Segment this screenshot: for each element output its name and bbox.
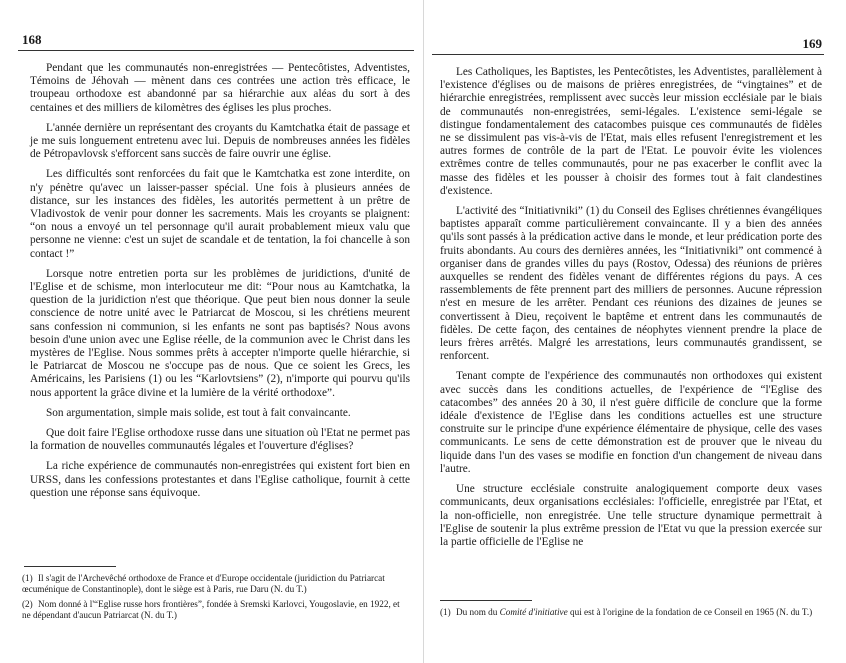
footnote-rule (24, 566, 116, 567)
footnote-text: Du nom du (456, 607, 500, 617)
page-number: 169 (802, 36, 822, 51)
footnote-text: qui est à l'origine de la fondation de ce Conseil en 1965 (N. du T.) (567, 607, 813, 617)
paragraph: L'année dernière un représentant des croyants du Kamtchatka était de passage et je me suis longuement entretenu avec lui. Depuis de nombreuses années les fidèles de Pétropavlovsk s'efforcent sans succès de faire ouvrir une église. (30, 121, 410, 161)
footnotes (440, 607, 824, 622)
footnote (22, 573, 408, 595)
footnotes (22, 573, 408, 625)
footnote-ref: (2) (22, 599, 33, 609)
paragraph: Les difficultés sont renforcées du fait que le Kamtchatka est zone interdite, on n'y pénètre qu'avec un laisser-passer spécial. Une fois à plusieurs années de distance, sur les instances des fidèles, les autorités permettent à un prêtre de Vladivostok de venir pour donner les sacrements. Mais les croyants se plaignent: “on nous a envoyé un tel personnage qu'il aurait probablement mieux valu que personne ne vienne: c'est un sujet de scandale et de tentation, la foi chancelle à son contact !” (30, 168, 410, 260)
paragraph: Les Catholiques, les Baptistes, les Pentecôtistes, les Adventistes, parallèlement à l'existence d'églises ou de maisons de prières enregistrées, de “vingtaines” et de hiérarchie enregistrées, remplissent avec succès leur mission ecclésiale par le biais de communautés non-enregistrées, semi-légales. L'existence semi-légale se distingue fondamentalement des catacombes puisque ces communautés de fidèles ne se dissimulent pas vis-à-vis de l'Etat, mais elles refusent l'enregistrement et les autres formes de contrôle de la part de l'Etat. Le pouvoir évite les violences extrêmes contre de telles communautés, pour ne pas exacerber le conflit avec la masse des fidèles et les pousser à choisir des formes tout à fait clandestines d'existence. (440, 66, 822, 197)
header-rule (432, 54, 824, 55)
page-number: 168 (22, 32, 42, 47)
footnote-text: Il s'agit de l'Archevêché orthodoxe de France et d'Europe occidentale (juridiction du Patriarcat œcuménique de Constantinople), dont le siège est à Paris, rue Daru (N. du T.) (22, 573, 385, 594)
footnote-ref: (1) (22, 573, 33, 583)
page-body (30, 62, 410, 507)
footnote-ref: (1) (440, 607, 451, 617)
footnote (440, 607, 824, 618)
paragraph: La riche expérience de communautés non-enregistrées qui existent fort bien en URSS, dans les confessions protestantes et dans l'Eglise catholique, fournit à cette question une réponse sans équivoque. (30, 460, 410, 499)
paragraph: Son argumentation, simple mais solide, est tout à fait convaincante. (46, 406, 351, 419)
paragraph: Pendant que les communautés non-enregistrées — Pentecôtistes, Adventistes, Témoins de Jéhovah — mènent dans ces contrées une action très efficace, le troupeau orthodoxe est abandonné par sa hiérarchie aux aléas du sort à des centaines et des milliers de kilomètres des églises les plus proches. (30, 62, 410, 114)
paragraph: Que doit faire l'Eglise orthodoxe russe dans une situation où l'Etat ne permet pas la formation de nouvelles communautés légales et l'ouverture d'églises? (30, 427, 410, 453)
paragraph: L'activité des “Initiativniki” (1) du Conseil des Eglises chrétiennes évangéliques baptistes apparaît comme particulièrement convaincante. Il y a bien des années qu'ils sont passés à la prédication active dans le monde, et leur prédication porte des fruits abondants. Au cours des dernières années, les “Initiativniki” ont commencé à organiser dans de grandes villes du pays (Rostov, Odessa) des réunions de prières auxquelles se rendent des fidèles venant de différentes régions du pays. A ces rassemblements de fête prennent part des milliers de personnes. Aucune répression n'est en mesure de les arrêter. Pendant ces réunions des dizaines de jeunes se convertissent à Dieu, reçoivent le baptême et entrent dans les communautés de fidèles. De cette façon, des centaines de néophytes viennent prendre la place de leurs frères arrêtés. Malgré les arrestations, leurs communautés grandissent, se renforcent. (440, 205, 822, 363)
footnote-text: Nom donné à l'“Eglise russe hors frontières”, fondée à Sremski Karlovci, Yougoslavie, en 1922, et ne dépendant d'aucun Patriarcat (N. du T.) (22, 599, 400, 620)
page-body (440, 66, 822, 556)
footnote (22, 599, 408, 621)
paragraph: Tenant compte de l'expérience des communautés non orthodoxes qui existent avec succès dans les conditions actuelles, de l'expérience de “l'Eglise des catacombes” des années 20 à 30, il n'est guère difficile de conclure que la forme idéale d'existence de l'Eglise dans les conditions actuelles est une structure construite sur le principe d'une expérience élémentaire de physique, celle des vases communicants. Le sens de cette démonstration est de prouver que le niveau du liquide dans l'un des vases se modifie en fonction d'un changement de niveau dans l'autre. (440, 370, 822, 475)
right-page (424, 0, 846, 663)
footnote-rule (440, 600, 532, 601)
footnote-italic: Comité d'initiative (499, 607, 568, 617)
paragraph: Lorsque notre entretien porta sur les problèmes de juridictions, d'unité de l'Eglise et de schisme, mon interlocuteur me dit: “Pour nous au Kamtchatka, la question de la juridiction n'est que théorique. Que peut bien nous donner la seule conscience de notre unité avec le Patriarcat de Moscou, si les chrétiens meurent sans confession ni communion, si les enfants ne sont pas baptisés? Nous avons besoin d'une union avec une Eglise réelle, de la communion avec le Christ dans les mystères de l'Eglise. Nous sommes prêts à accepter n'importe quelle hiérarchie, si le Patriarcat de Moscou ne s'occupe pas de nous. Que ce soient les Grecs, les Américains, les Parisiens (1) ou les “Karlovtsiens” (2), n'importe qui pourvu qu'ils nous apportent la grâce divine et la lumière de la vérité orthodoxe”. (30, 267, 410, 399)
header-rule (18, 50, 414, 51)
paragraph: Une structure ecclésiale construite analogiquement comporte deux vases communicants, deux organisations ecclésiales: l'officielle, enregistrée par l'Etat, et la non-officielle, non enregistrée. Une telle structure dynamique permettrait à l'Eglise de soutenir la plus extrême pression de l'Etat vu que la pression exercée sur la partie officielle de l'Eglise ne (440, 483, 822, 548)
